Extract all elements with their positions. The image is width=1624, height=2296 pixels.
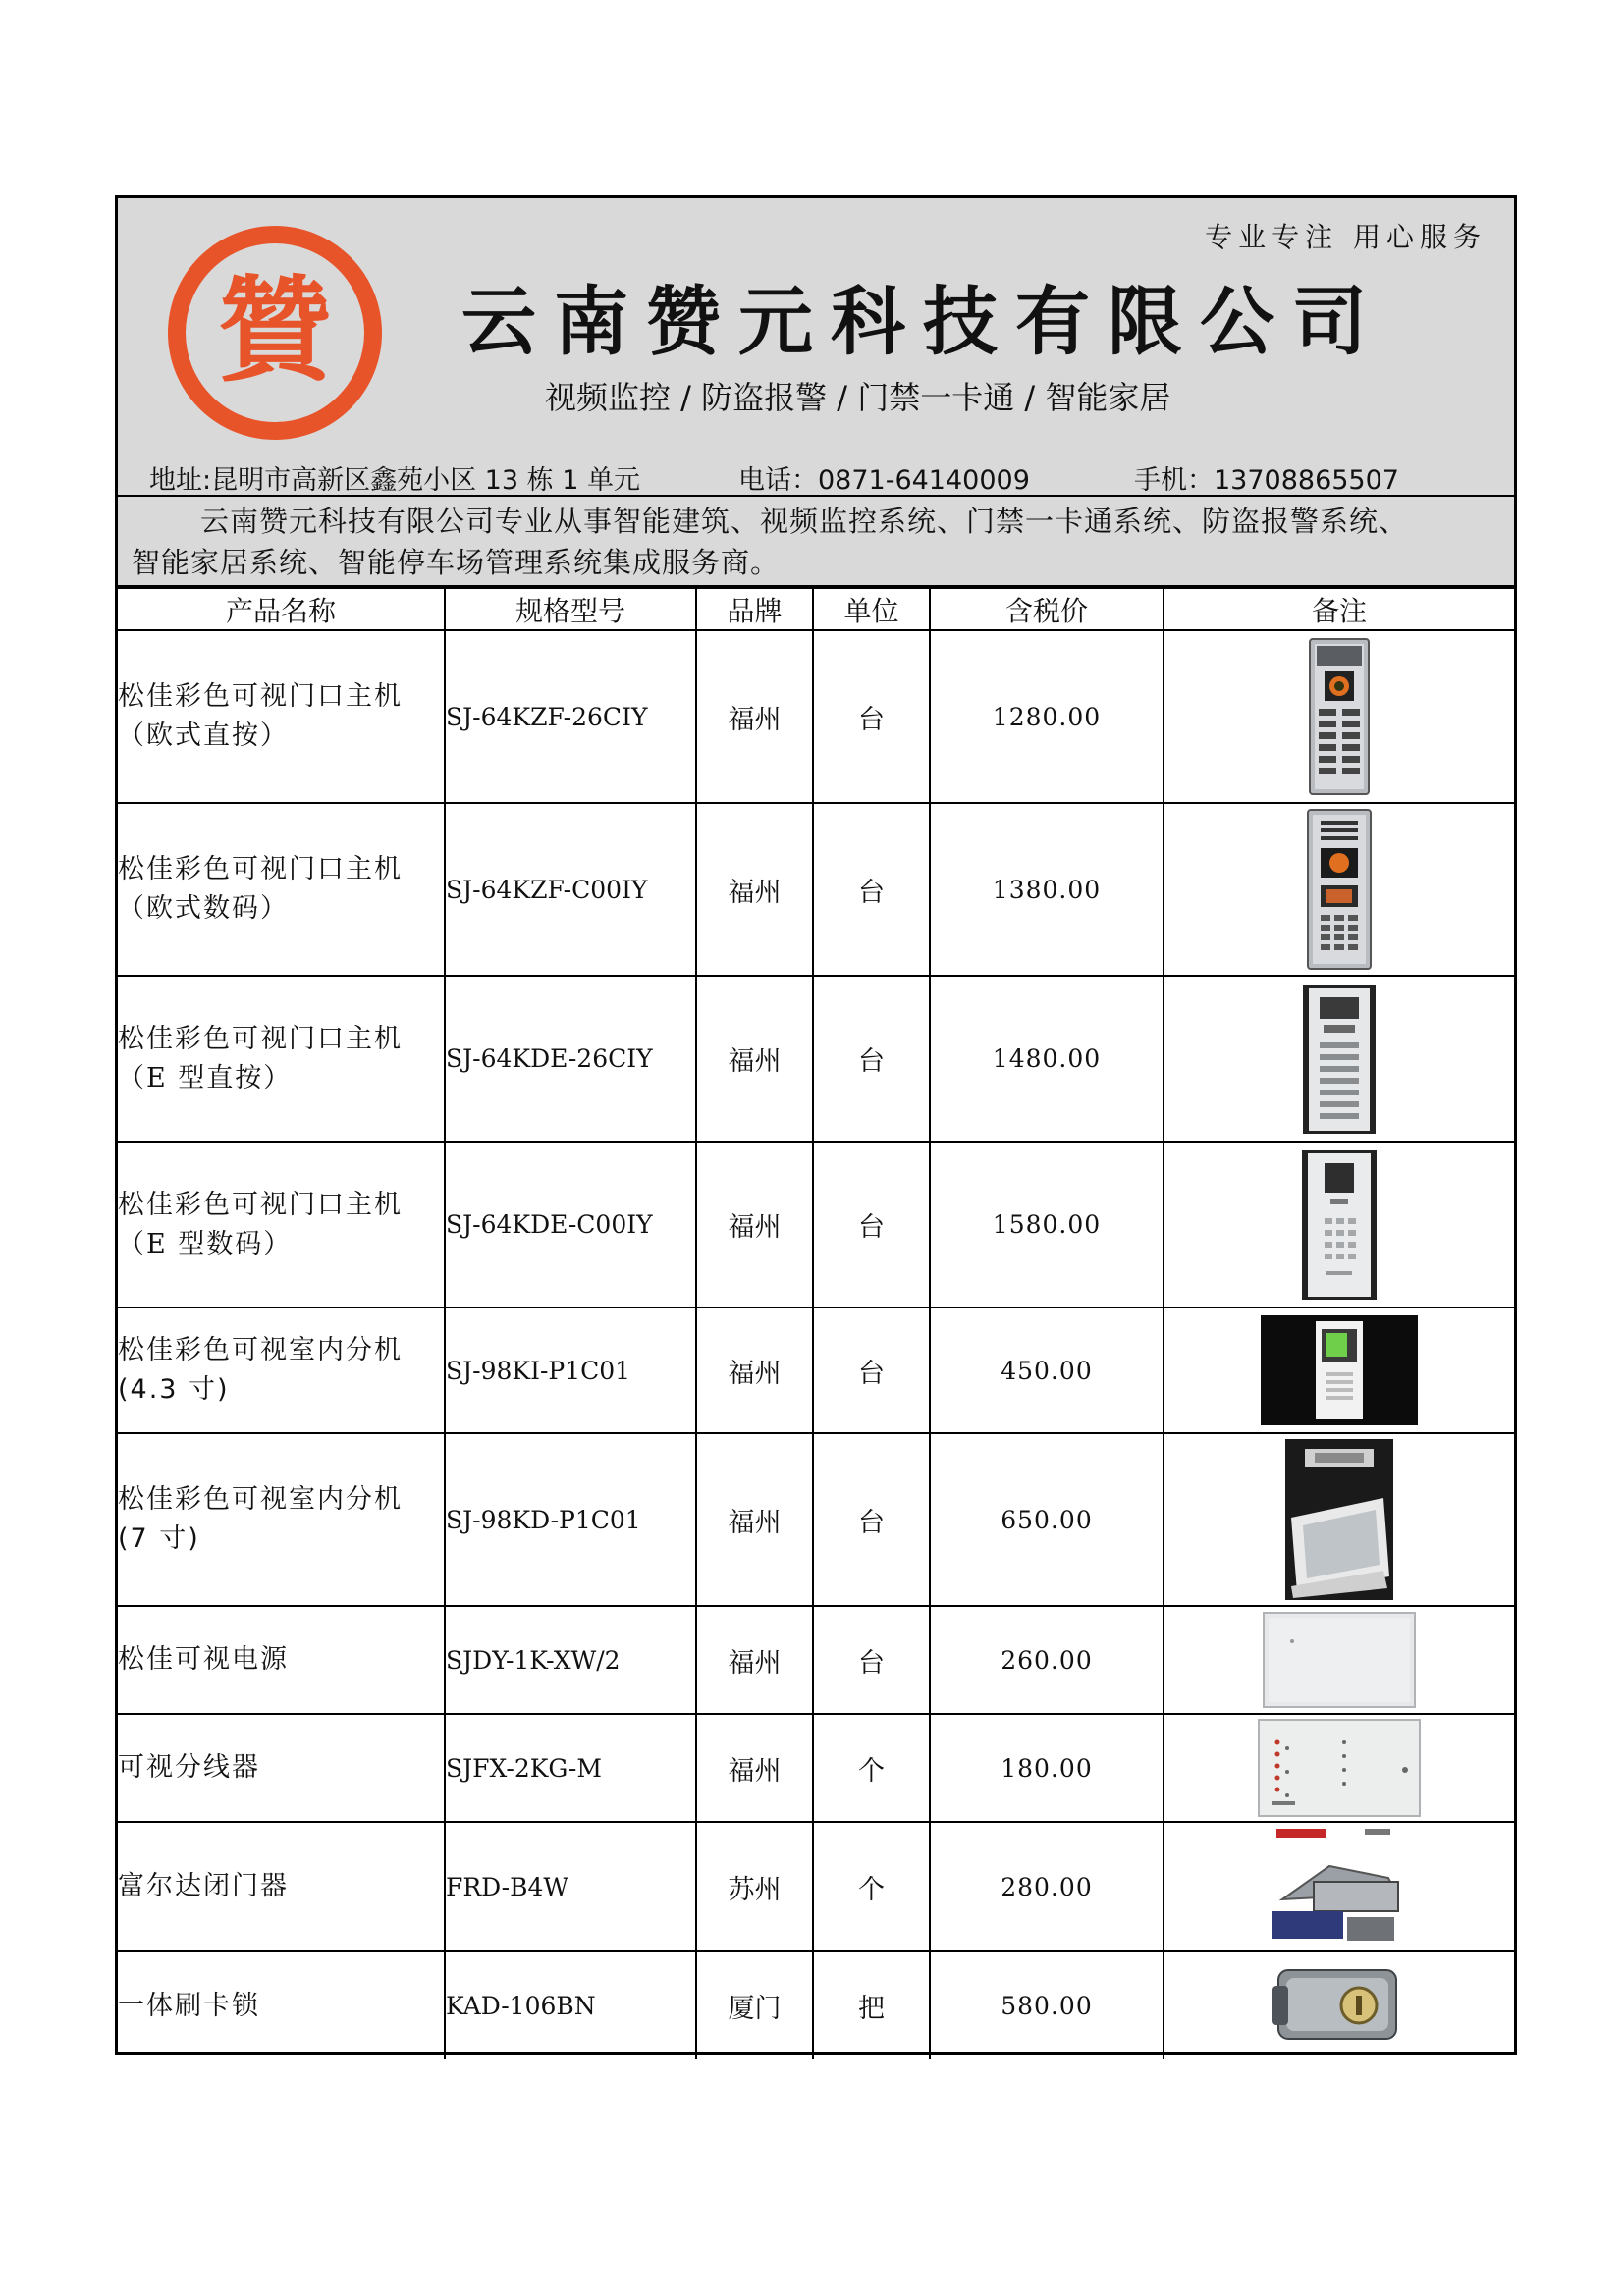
product-price: 650.00: [930, 1433, 1164, 1606]
product-image: [1164, 1951, 1514, 2059]
product-brand: 福州: [696, 1308, 813, 1433]
product-image: [1164, 1714, 1514, 1822]
product-model: SJ-98KI-P1C01: [445, 1308, 696, 1433]
power-supply-icon: [1263, 1612, 1416, 1708]
phone: 电话：0871-64140009: [738, 465, 1030, 496]
product-unit: 台: [813, 1606, 930, 1714]
door-closer-icon: [1271, 1827, 1408, 1947]
table-row: [118, 1308, 1514, 1433]
address: 地址:昆明市高新区鑫苑小区 13 栋 1 单元: [149, 465, 640, 496]
header-model: 规格型号: [445, 588, 696, 630]
company-name: 云南赞元科技有限公司: [461, 278, 1384, 365]
product-image: [1164, 1142, 1514, 1308]
product-image: [1164, 1308, 1514, 1433]
product-name: 松佳彩色可视门口主机 （欧式数码）: [118, 803, 445, 976]
door-panel-e-digital-icon: [1301, 1149, 1378, 1301]
slogan: 专业专注 用心服务: [1205, 221, 1487, 253]
product-unit: 台: [813, 1142, 930, 1308]
product-image: [1164, 1433, 1514, 1606]
product-price: 1280.00: [930, 630, 1164, 803]
company-intro: [118, 497, 1514, 587]
card-lock-icon: [1272, 1960, 1406, 2053]
product-model: SJ-64KZF-C00IY: [445, 803, 696, 976]
table-row: [118, 1606, 1514, 1714]
product-model: SJ-64KDE-26CIY: [445, 976, 696, 1142]
table-row: [118, 1951, 1514, 2059]
indoor-monitor-7-icon: [1285, 1439, 1393, 1600]
mobile: 手机：13708865507: [1134, 465, 1399, 496]
door-panel-digital-icon: [1307, 809, 1372, 970]
product-name: 松佳可视电源: [118, 1606, 445, 1714]
product-unit: 台: [813, 803, 930, 976]
product-brand: 福州: [696, 1714, 813, 1822]
product-unit: 台: [813, 630, 930, 803]
product-name: 松佳彩色可视门口主机 （E 型数码）: [118, 1142, 445, 1308]
product-image: [1164, 1822, 1514, 1951]
product-image: [1164, 1606, 1514, 1714]
product-model: FRD-B4W: [445, 1822, 696, 1951]
product-image: [1164, 630, 1514, 803]
product-brand: 福州: [696, 803, 813, 976]
header-unit: 单位: [813, 588, 930, 630]
product-price: 180.00: [930, 1714, 1164, 1822]
product-unit: 把: [813, 1951, 930, 2059]
table-row: [118, 1822, 1514, 1951]
product-brand: 苏州: [696, 1822, 813, 1951]
product-price: 450.00: [930, 1308, 1164, 1433]
product-unit: 台: [813, 976, 930, 1142]
product-brand: 福州: [696, 1433, 813, 1606]
letterhead: [118, 198, 1514, 497]
product-name: 一体刷卡锁: [118, 1951, 445, 2059]
product-model: SJ-64KZF-26CIY: [445, 630, 696, 803]
table-header-row: [118, 588, 1514, 630]
product-brand: 厦门: [696, 1951, 813, 2059]
product-price: 1480.00: [930, 976, 1164, 1142]
product-name: 可视分线器: [118, 1714, 445, 1822]
product-brand: 福州: [696, 1606, 813, 1714]
product-table: [118, 587, 1514, 2059]
svg-text:贊: 贊: [218, 264, 332, 398]
intro-line-2: 智能家居系统、智能停车场管理系统集成服务商。: [132, 546, 781, 579]
company-seal-icon: [167, 225, 383, 441]
product-brand: 福州: [696, 1142, 813, 1308]
table-row: [118, 976, 1514, 1142]
product-unit: 台: [813, 1308, 930, 1433]
product-name: 松佳彩色可视室内分机 (4.3 寸): [118, 1308, 445, 1433]
product-name: 松佳彩色可视室内分机 (7 寸): [118, 1433, 445, 1606]
product-model: SJDY-1K-XW/2: [445, 1606, 696, 1714]
door-panel-e-direct-icon: [1302, 984, 1377, 1135]
product-price: 1580.00: [930, 1142, 1164, 1308]
price-sheet: [115, 195, 1517, 2055]
table-row: [118, 803, 1514, 976]
product-image: [1164, 976, 1514, 1142]
product-unit: 个: [813, 1714, 930, 1822]
product-brand: 福州: [696, 630, 813, 803]
product-unit: 个: [813, 1822, 930, 1951]
product-model: SJ-98KD-P1C01: [445, 1433, 696, 1606]
services-line: 视频监控 / 防盗报警 / 门禁一卡通 / 智能家居: [545, 379, 1171, 416]
header-brand: 品牌: [696, 588, 813, 630]
indoor-monitor-icon: [1261, 1315, 1418, 1425]
header-note: 备注: [1164, 588, 1514, 630]
product-image: [1164, 803, 1514, 976]
door-panel-direct-icon: [1309, 638, 1370, 795]
table-row: [118, 630, 1514, 803]
product-name: 松佳彩色可视门口主机 （欧式直按）: [118, 630, 445, 803]
product-price: 260.00: [930, 1606, 1164, 1714]
table-row: [118, 1714, 1514, 1822]
table-row: [118, 1142, 1514, 1308]
product-unit: 台: [813, 1433, 930, 1606]
product-name: 松佳彩色可视门口主机 （E 型直按）: [118, 976, 445, 1142]
product-brand: 福州: [696, 976, 813, 1142]
product-model: SJ-64KDE-C00IY: [445, 1142, 696, 1308]
product-price: 280.00: [930, 1822, 1164, 1951]
header-price: 含税价: [930, 588, 1164, 630]
product-model: SJFX-2KG-M: [445, 1714, 696, 1822]
product-price: 1380.00: [930, 803, 1164, 976]
product-model: KAD-106BN: [445, 1951, 696, 2059]
splitter-box-icon: [1258, 1719, 1421, 1817]
table-row: [118, 1433, 1514, 1606]
product-name: 富尔达闭门器: [118, 1822, 445, 1951]
product-price: 580.00: [930, 1951, 1164, 2059]
header-product-name: 产品名称: [118, 588, 445, 630]
intro-line-1: 云南赞元科技有限公司专业从事智能建筑、视频监控系统、门禁一卡通系统、防盗报警系统、: [200, 505, 1409, 538]
